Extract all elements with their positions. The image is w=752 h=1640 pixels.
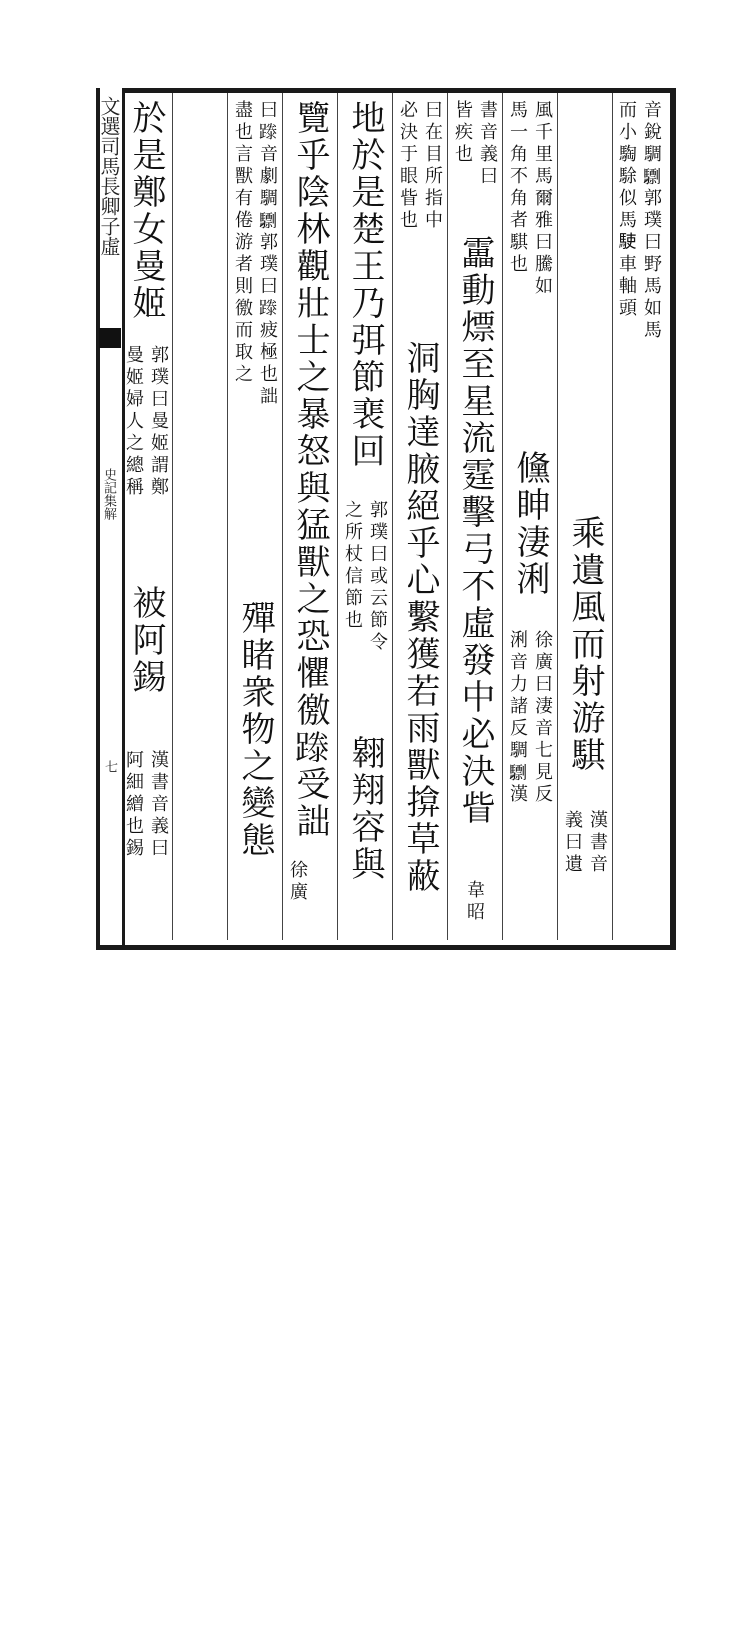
text-column-7-note (340, 500, 390, 700)
annotation-right: 漢書音 (587, 810, 608, 876)
text-column-10-main-mid: 被阿錫 (126, 585, 166, 696)
column-rule (282, 93, 283, 940)
annotation-left: 必決于眼眥也 (397, 100, 418, 232)
text-column-6-note-top (395, 100, 445, 340)
annotation-left: 義曰遺 (562, 810, 583, 876)
text-column-5-note-top (450, 100, 500, 210)
annotation-left: 之所杖信節也 (342, 500, 363, 632)
annotation-left: 而小騊駼似馬𩢲車軸頭 (616, 100, 637, 320)
annotation-left: 曼姬婦人之總稱 (123, 345, 144, 499)
column-rule (612, 93, 613, 940)
column-rule (337, 93, 338, 940)
annotation-left: 阿細繒也錫 (123, 750, 144, 860)
annotation-left: 浰音力諸反騆𩦠漢 (507, 630, 528, 806)
column-rule (502, 93, 503, 940)
text-column-2-note (560, 810, 610, 930)
annotation-right: 風千里馬爾雅曰騰如 (532, 100, 553, 298)
text-column-1 (614, 100, 664, 930)
margin-page-number: 七 (102, 760, 117, 773)
annotation-right: 音銳騆𩦠郭璞曰野馬如馬 (641, 100, 662, 342)
annotation-left: 皆疾也 (452, 100, 473, 166)
annotation-right: 曰𨄇音劇騆𩦠郭璞曰𨄇疲極也詘 (257, 100, 278, 408)
text-column-4-main: 儵眒淒浰 (510, 450, 550, 598)
margin-title: 文選司馬長卿子虛 (97, 96, 121, 256)
text-column-2-main: 乘遺風而射游騏 (565, 515, 605, 774)
column-rule (447, 93, 448, 940)
column-rule (172, 93, 173, 940)
annotation-right: 書音義曰 (477, 100, 498, 188)
text-column-7-main-bottom: 翱翔容與 (345, 735, 385, 883)
annotation-right: 漢書音義曰 (148, 750, 169, 860)
column-rule (227, 93, 228, 940)
annotation-left: 盡也言獸有倦游者則徼而取之 (232, 100, 253, 386)
margin-book-name: 史記集解 (101, 468, 116, 520)
text-column-8-main: 覽乎陰林觀壯士之暴怒與猛獸之恐懼徼𨄇受詘 (290, 100, 330, 840)
column-rule (557, 93, 558, 940)
text-column-3 (505, 100, 555, 430)
text-column-5-main: 靁動熛至星流霆擊弓不虛發中必決眥 (455, 235, 495, 827)
annotation-right: 郭璞曰曼姬謂鄭 (148, 345, 169, 499)
column-rule (392, 93, 393, 940)
text-column-10-main-top: 於是鄭女曼姬 (126, 100, 166, 322)
fishtail-mark (99, 328, 121, 348)
annotation-right: 徐廣曰淒音七見反 (532, 630, 553, 806)
annotation-right: 曰在目所指中 (422, 100, 443, 232)
annotation-left: 馬一角不角者騏也 (507, 100, 528, 276)
text-column-9-note-top (230, 100, 280, 620)
text-column-8-note: 徐廣 (287, 860, 308, 904)
text-column-10-note (121, 345, 171, 575)
text-column-7-main-top: 地於是楚王乃弭節裵回 (345, 100, 385, 470)
annotation-right: 郭璞曰或云節令 (367, 500, 388, 654)
text-column-10-note2 (121, 750, 171, 930)
text-column-5-note-bottom: 韋昭 (464, 880, 485, 924)
text-column-4-note (505, 630, 555, 930)
text-column-9-main: 殫睹衆物之變態 (235, 600, 275, 859)
text-column-6-main: 洞胸達腋絕乎心繫獲若雨獸揜草蔽 (400, 340, 440, 895)
